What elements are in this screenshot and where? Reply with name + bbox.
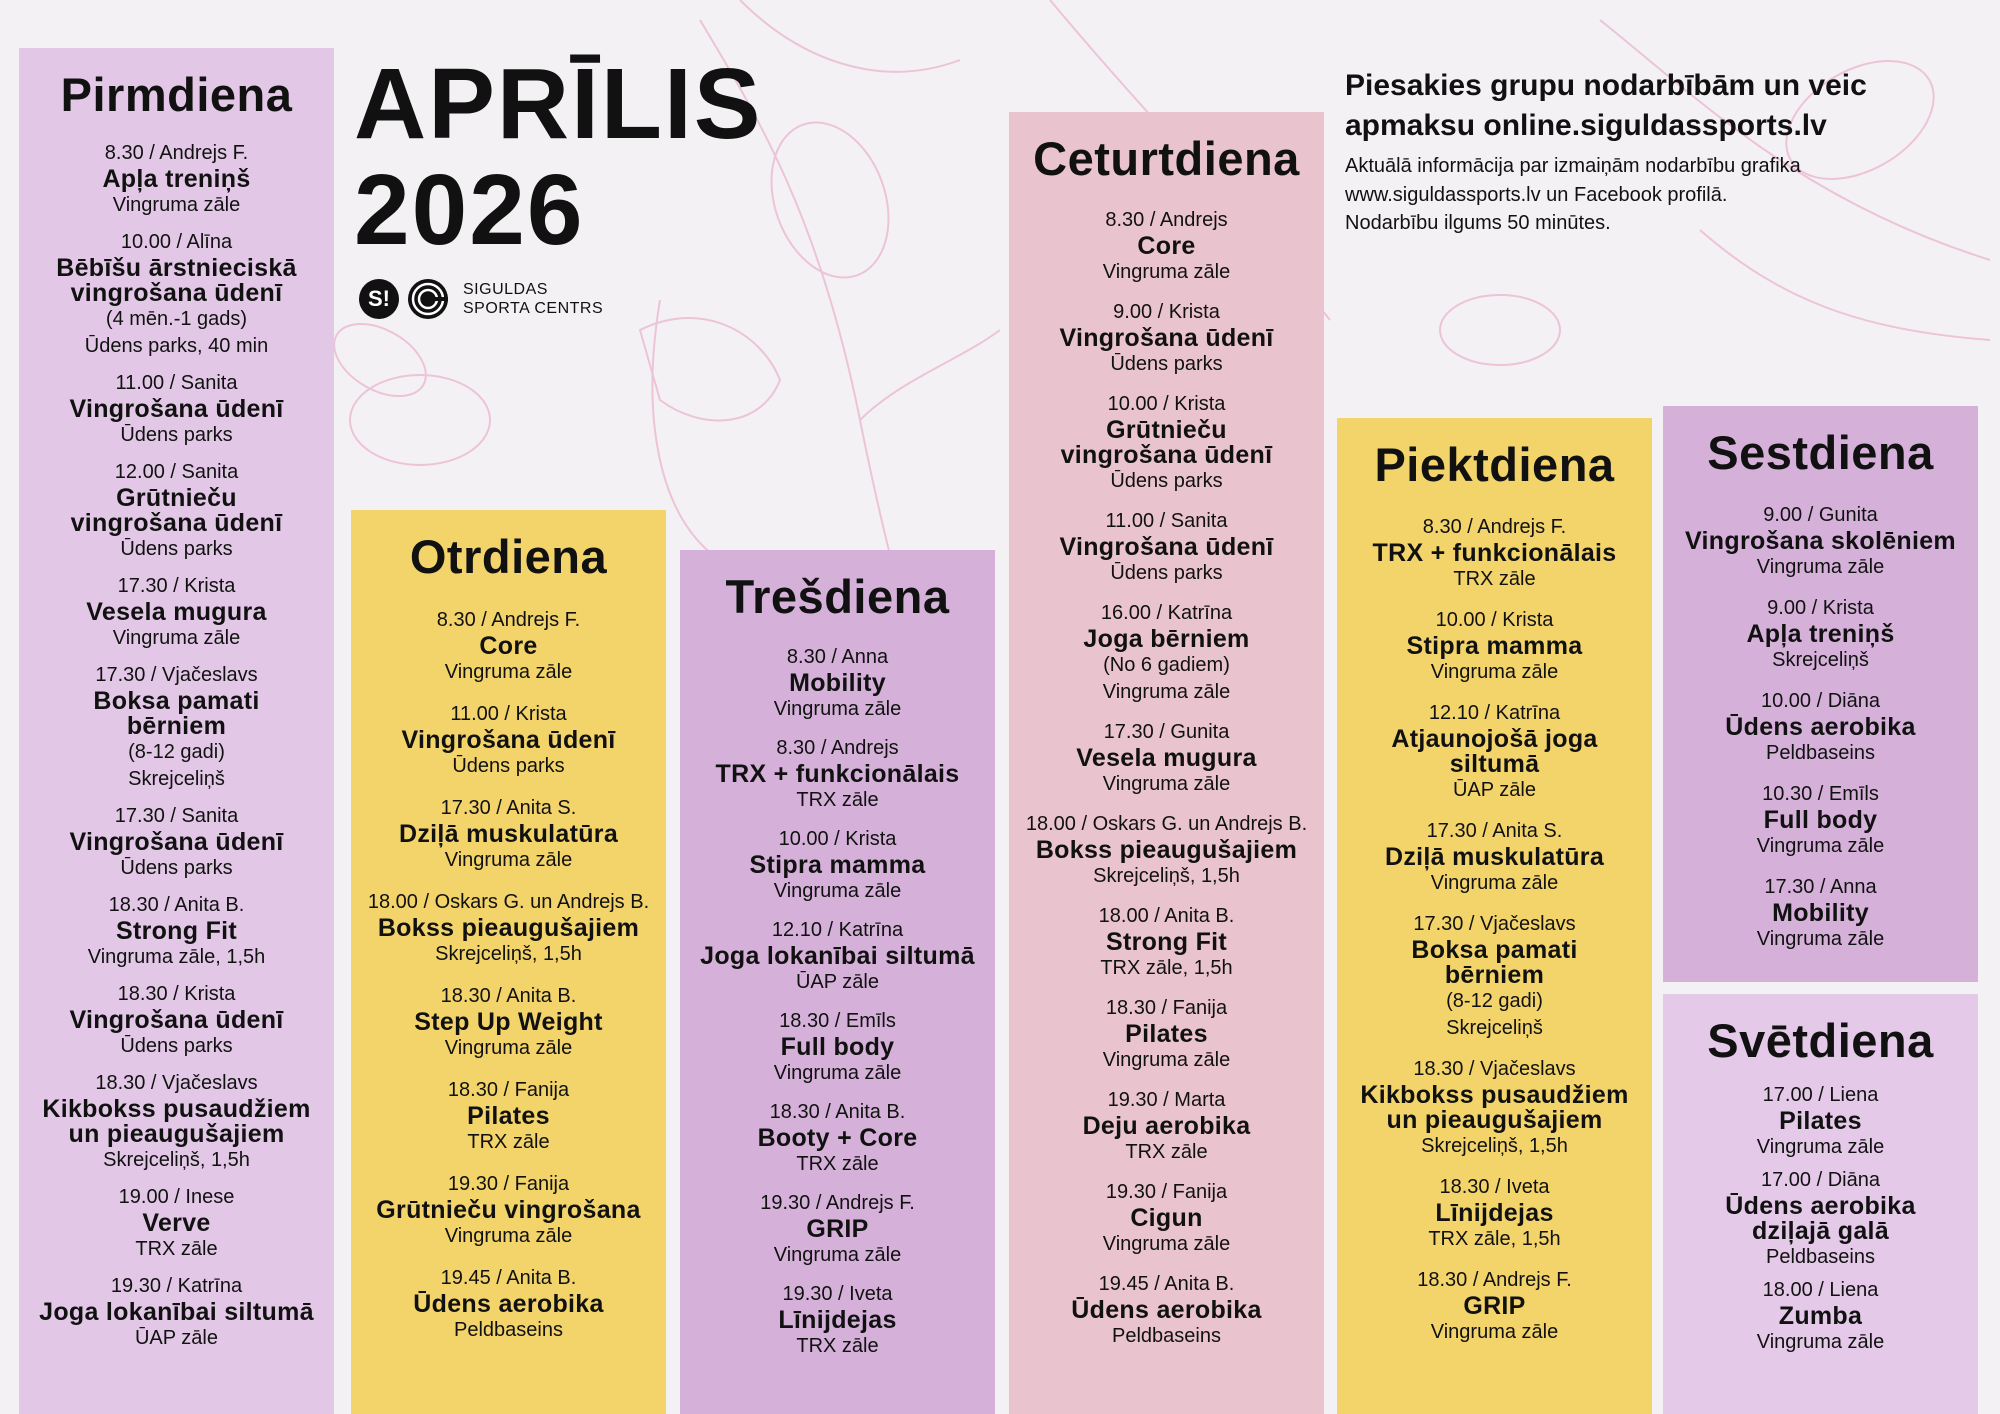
class-name: Pilates [1125, 1020, 1208, 1048]
class-time-instructor: 8.30 / Andrejs [776, 737, 899, 759]
class-detail: TRX zāle [1453, 568, 1536, 590]
class-time-instructor: 17.30 / Krista [117, 575, 236, 597]
class-entry [680, 1008, 995, 1087]
class-entry [1337, 1056, 1652, 1160]
class-name: Pilates [467, 1102, 550, 1130]
class-time-instructor: 8.30 / Andrejs [1105, 209, 1228, 231]
class-name: Vingrošana ūdenī [1059, 324, 1274, 352]
class-entry [19, 892, 334, 971]
class-name: Vingrošana ūdenī [69, 1006, 284, 1034]
class-time-instructor: 19.00 / Inese [118, 1186, 235, 1208]
class-entry [1663, 1167, 1978, 1271]
class-detail: Vingruma zāle, 1,5h [87, 946, 266, 968]
class-time-instructor: 11.00 / Krista [450, 703, 567, 725]
class-detail: Vingruma zāle [1756, 556, 1885, 578]
class-entry [351, 983, 666, 1062]
class-time-instructor: 17.00 / Liena [1762, 1084, 1879, 1106]
class-name: Vesela mugura [86, 598, 267, 626]
class-name: Dziļā muskulatūra [398, 820, 619, 848]
class-time-instructor: 18.30 / Fanija [1105, 997, 1228, 1019]
class-time-instructor: 17.30 / Anna [1764, 876, 1877, 898]
class-detail: TRX zāle, 1,5h [1100, 957, 1233, 979]
class-time-instructor: 12.00 / Sanita [114, 461, 239, 483]
class-detail: (4 mēn.-1 gads) [105, 308, 248, 330]
class-name: Atjaunojošā joga siltumā [1391, 725, 1598, 778]
class-time-instructor: 19.30 / Katrīna [110, 1275, 243, 1297]
class-entry [1009, 1087, 1324, 1166]
class-time-instructor: 19.45 / Anita B. [440, 1267, 577, 1289]
class-time-instructor: 10.00 / Diāna [1761, 690, 1880, 712]
class-entry [1009, 299, 1324, 378]
class-detail: TRX zāle [796, 1335, 879, 1357]
info-heading: Piesakies grupu nodarbībām un veic apmaksu online.siguldassports.lv [1345, 69, 1867, 142]
info-block [1345, 66, 1985, 238]
class-entry [19, 140, 334, 219]
class-name: Deju aerobika [1082, 1112, 1251, 1140]
class-name: Core [479, 632, 538, 660]
class-name: Boksa pamati bērniem [93, 687, 260, 740]
class-time-instructor: 8.30 / Anna [786, 646, 889, 668]
day-panel-monday [19, 48, 334, 1414]
class-time-instructor: 19.30 / Andrejs F. [760, 1192, 915, 1214]
class-detail: Vingruma zāle [112, 627, 241, 649]
class-name: Full body [780, 1033, 895, 1061]
class-name: Kikbokss pusaudžiem un pieaugušajiem [1360, 1081, 1629, 1134]
class-name: Step Up Weight [414, 1008, 603, 1036]
class-time-instructor: 17.30 / Anita S. [1426, 820, 1563, 842]
class-time-instructor: 19.45 / Anita B. [1098, 1273, 1235, 1295]
class-detail: Vingruma zāle [1430, 872, 1559, 894]
class-detail: Vingruma zāle [1102, 773, 1231, 795]
class-detail: ŪAP zāle [1452, 779, 1536, 801]
class-time-instructor: 8.30 / Andrejs F. [436, 609, 581, 631]
class-entry [680, 1099, 995, 1178]
class-entry [19, 1184, 334, 1263]
class-entry [1337, 911, 1652, 1042]
class-name: Vingrošana ūdenī [401, 726, 616, 754]
day-title: Trešdiena [725, 570, 950, 623]
class-time-instructor: 18.30 / Anita B. [440, 985, 577, 1007]
class-name: Ūdens aerobika [1725, 713, 1916, 741]
class-entry [680, 644, 995, 723]
class-time-instructor: 17.30 / Vjačeslavs [95, 664, 258, 686]
class-detail: Ūdens parks [1110, 562, 1223, 584]
class-detail: Vingruma zāle [444, 849, 573, 871]
class-entry [19, 803, 334, 882]
class-detail: Vingruma zāle [444, 1225, 573, 1247]
class-entry [1009, 903, 1324, 982]
class-entry [351, 889, 666, 968]
class-detail: Peldbaseins [1766, 1246, 1875, 1268]
class-detail: TRX zāle [1125, 1141, 1208, 1163]
day-title: Sestdiena [1707, 426, 1934, 479]
class-name: Zumba [1778, 1302, 1863, 1330]
class-name: Booty + Core [757, 1124, 918, 1152]
class-name: Strong Fit [1105, 928, 1228, 956]
class-time-instructor: 18.30 / Fanija [447, 1079, 570, 1101]
class-detail: Ūdens parks [120, 424, 233, 446]
class-name: Līnijdejas [778, 1306, 897, 1334]
class-name: Mobility [789, 669, 886, 697]
class-entry [351, 795, 666, 874]
day-title: Pirmdiena [60, 68, 293, 121]
logo-name: SIGULDAS SPORTA CENTRS [463, 281, 604, 317]
class-detail: Vingruma zāle [444, 661, 573, 683]
class-detail: Vingruma zāle [1102, 1049, 1231, 1071]
class-time-instructor: 18.00 / Anita B. [1098, 905, 1235, 927]
class-detail: TRX zāle, 1,5h [1428, 1228, 1561, 1250]
class-entry [351, 1077, 666, 1156]
class-entry [1663, 781, 1978, 860]
class-entry [1663, 595, 1978, 674]
class-entry [19, 1273, 334, 1352]
class-entry [19, 981, 334, 1060]
class-detail: Peldbaseins [1112, 1325, 1221, 1347]
class-name: Līnijdejas [1435, 1199, 1554, 1227]
class-time-instructor: 18.00 / Liena [1762, 1279, 1879, 1301]
class-name: Stipra mamma [749, 851, 926, 879]
class-name: Bēbīšu ārstnieciskā vingrošana ūdenī [56, 254, 297, 307]
class-entry [19, 370, 334, 449]
class-name: Bokss pieaugušajiem [1035, 836, 1298, 864]
class-time-instructor: 17.00 / Diāna [1761, 1169, 1880, 1191]
class-entry [1663, 1082, 1978, 1161]
class-time-instructor: 12.10 / Katrīna [1428, 702, 1561, 724]
class-detail: Ūdens parks [120, 1035, 233, 1057]
class-time-instructor: 10.00 / Krista [1107, 393, 1226, 415]
year-title: 2026 [354, 154, 585, 266]
class-detail: Vingruma zāle [1756, 1331, 1885, 1353]
class-name: Strong Fit [115, 917, 238, 945]
class-entry [1009, 508, 1324, 587]
class-time-instructor: 17.30 / Sanita [114, 805, 239, 827]
class-detail: Skrejceliņš, 1,5h [103, 1149, 250, 1171]
class-time-instructor: 9.00 / Gunita [1763, 504, 1878, 526]
month-title: APRĪLIS [354, 48, 763, 160]
class-detail: Ūdens parks, 40 min [84, 335, 269, 357]
class-entry [680, 735, 995, 814]
class-entry [1009, 391, 1324, 495]
class-detail: Vingruma zāle [1430, 1321, 1559, 1343]
class-time-instructor: 18.00 / Oskars G. un Andrejs B. [367, 891, 650, 913]
class-name: Boksa pamati bērniem [1411, 936, 1578, 989]
class-detail: Vingruma zāle [773, 1244, 902, 1266]
class-detail: Vingruma zāle [1756, 928, 1885, 950]
class-time-instructor: 18.30 / Anita B. [108, 894, 245, 916]
class-name: Vingrošana ūdenī [69, 828, 284, 856]
class-entry [1009, 995, 1324, 1074]
class-detail: Ūdens parks [452, 755, 565, 777]
class-entry [680, 1190, 995, 1269]
class-name: Pilates [1779, 1107, 1862, 1135]
class-time-instructor: 17.30 / Anita S. [440, 797, 577, 819]
day-title: Otrdiena [409, 530, 608, 583]
class-time-instructor: 11.00 / Sanita [1105, 510, 1228, 532]
class-entry [1009, 719, 1324, 798]
class-entry [1009, 1271, 1324, 1350]
class-time-instructor: 10.00 / Krista [1435, 609, 1554, 631]
class-detail: Vingruma zāle [773, 880, 902, 902]
class-time-instructor: 18.30 / Vjačeslavs [95, 1072, 258, 1094]
class-time-instructor: 17.30 / Vjačeslavs [1413, 913, 1576, 935]
class-entry [1663, 874, 1978, 953]
class-entry [351, 607, 666, 686]
class-time-instructor: 19.30 / Iveta [782, 1283, 893, 1305]
class-detail: Vingruma zāle [1756, 1136, 1885, 1158]
class-entry [351, 1265, 666, 1344]
class-time-instructor: 17.30 / Gunita [1103, 721, 1230, 743]
class-detail: Vingruma zāle [773, 698, 902, 720]
class-entry [1337, 1267, 1652, 1346]
class-entry [1337, 1174, 1652, 1253]
class-name: Grūtnieču vingrošana ūdenī [1060, 416, 1273, 469]
class-detail: (No 6 gadiem) [1103, 654, 1230, 676]
class-entry [1009, 1179, 1324, 1258]
class-detail: Vingruma zāle [1756, 835, 1885, 857]
day-title: Piektdiena [1374, 438, 1615, 491]
class-detail: Ūdens parks [1110, 353, 1223, 375]
class-entry [680, 917, 995, 996]
class-entry [1337, 514, 1652, 593]
class-time-instructor: 18.30 / Iveta [1439, 1176, 1550, 1198]
class-entry [1663, 688, 1978, 767]
class-detail: (8-12 gadi) [1446, 990, 1543, 1012]
class-name: GRIP [806, 1215, 869, 1243]
class-entry [1663, 1277, 1978, 1356]
class-detail: Peldbaseins [1766, 742, 1875, 764]
class-detail: Vingruma zāle [1102, 261, 1231, 283]
class-entry [351, 701, 666, 780]
class-name: Core [1137, 232, 1196, 260]
day-panel-friday [1337, 418, 1652, 1414]
logo [359, 278, 603, 320]
class-name: Joga lokanībai siltumā [700, 942, 975, 970]
class-name: Grūtnieču vingrošana [376, 1196, 641, 1224]
class-detail: Vingruma zāle [112, 194, 241, 216]
class-detail: Skrejceliņš [128, 768, 225, 790]
class-detail: Vingruma zāle [1430, 661, 1559, 683]
class-name: Ūdens aerobika [413, 1290, 604, 1318]
class-time-instructor: 19.30 / Fanija [447, 1173, 570, 1195]
class-detail: Ūdens parks [1110, 470, 1223, 492]
class-entry [1337, 818, 1652, 897]
class-entry [680, 826, 995, 905]
class-name: Vingrošana ūdenī [69, 395, 284, 423]
class-name: Vesela mugura [1076, 744, 1257, 772]
class-entry [351, 1171, 666, 1250]
class-time-instructor: 18.30 / Vjačeslavs [1413, 1058, 1576, 1080]
class-time-instructor: 9.00 / Krista [1767, 597, 1874, 619]
class-time-instructor: 8.30 / Andrejs F. [1422, 516, 1567, 538]
class-name: Full body [1763, 806, 1878, 834]
class-name: GRIP [1463, 1292, 1526, 1320]
class-detail: ŪAP zāle [795, 971, 879, 993]
class-entry [1663, 502, 1978, 581]
class-detail: Vingruma zāle [1102, 681, 1231, 703]
class-name: Joga lokanībai siltumā [39, 1298, 314, 1326]
class-entry [1009, 207, 1324, 286]
class-detail: TRX zāle [135, 1238, 218, 1260]
class-detail: Vingruma zāle [1102, 1233, 1231, 1255]
class-entry [19, 573, 334, 652]
s-logo-icon: S! [359, 279, 399, 319]
class-name: Ūdens aerobika dziļajā galā [1725, 1192, 1916, 1245]
class-entry [1009, 811, 1324, 890]
class-name: Stipra mamma [1406, 632, 1583, 660]
class-time-instructor: 10.00 / Alīna [120, 231, 233, 253]
class-detail: ŪAP zāle [134, 1327, 218, 1349]
class-name: Bokss pieaugušajiem [377, 914, 640, 942]
class-name: Apļa treniņš [102, 165, 251, 193]
day-panel-tuesday [351, 510, 666, 1414]
class-detail: Peldbaseins [454, 1319, 563, 1341]
class-detail: Skrejceliņš, 1,5h [435, 943, 582, 965]
class-entry [1337, 700, 1652, 804]
class-entry [1009, 600, 1324, 706]
class-detail: TRX zāle [796, 1153, 879, 1175]
class-detail: TRX zāle [796, 789, 879, 811]
day-panel-wednesday [680, 550, 995, 1414]
class-detail: Vingruma zāle [444, 1037, 573, 1059]
class-time-instructor: 18.30 / Anita B. [769, 1101, 906, 1123]
class-detail: TRX zāle [467, 1131, 550, 1153]
class-detail: Skrejceliņš, 1,5h [1093, 865, 1240, 887]
class-time-instructor: 12.10 / Katrīna [771, 919, 904, 941]
class-name: Grūtnieču vingrošana ūdenī [70, 484, 283, 537]
class-time-instructor: 10.30 / Emīls [1762, 783, 1879, 805]
day-title: Svētdiena [1707, 1014, 1934, 1067]
day-title: Ceturtdiena [1033, 132, 1300, 185]
class-name: Apļa treniņš [1746, 620, 1895, 648]
class-name: Joga bērniem [1083, 625, 1250, 653]
info-text: Aktuālā informācija par izmaiņām nodarbību grafika www.siguldassports.lv un Facebook profilā. Nodarbību ilgums 50 minūtes. [1345, 155, 1801, 234]
class-entry [19, 1070, 334, 1174]
class-entry [19, 662, 334, 793]
class-time-instructor: 8.30 / Andrejs F. [104, 142, 249, 164]
class-time-instructor: 18.30 / Krista [117, 983, 236, 1005]
class-detail: Ūdens parks [120, 538, 233, 560]
class-time-instructor: 11.00 / Sanita [115, 372, 238, 394]
class-detail: Skrejceliņš [1446, 1017, 1543, 1039]
class-entry [680, 1281, 995, 1360]
class-name: TRX + funkcionālais [715, 760, 960, 788]
class-detail: (8-12 gadi) [128, 741, 225, 763]
class-name: Cigun [1130, 1204, 1203, 1232]
class-entry [1337, 607, 1652, 686]
class-detail: Vingruma zāle [773, 1062, 902, 1084]
class-name: Vingrošana ūdenī [1059, 533, 1274, 561]
class-name: Ūdens aerobika [1071, 1296, 1262, 1324]
class-detail: Ūdens parks [120, 857, 233, 879]
class-name: Dziļā muskulatūra [1384, 843, 1605, 871]
class-entry [19, 229, 334, 360]
day-panel-saturday [1663, 406, 1978, 982]
class-time-instructor: 18.30 / Emīls [779, 1010, 896, 1032]
class-time-instructor: 18.30 / Andrejs F. [1417, 1269, 1572, 1291]
class-time-instructor: 16.00 / Katrīna [1100, 602, 1233, 624]
class-time-instructor: 18.00 / Oskars G. un Andrejs B. [1025, 813, 1308, 835]
class-detail: Skrejceliņš, 1,5h [1421, 1135, 1568, 1157]
class-detail: Skrejceliņš [1772, 649, 1869, 671]
day-panel-thursday [1009, 112, 1324, 1414]
class-time-instructor: 9.00 / Krista [1113, 301, 1220, 323]
class-name: Verve [142, 1209, 211, 1237]
class-name: Kikbokss pusaudžiem un pieaugušajiem [42, 1095, 311, 1148]
class-name: TRX + funkcionālais [1372, 539, 1617, 567]
sports-center-logo-icon [407, 278, 449, 320]
class-name: Mobility [1772, 899, 1869, 927]
class-name: Vingrošana skolēniem [1685, 527, 1956, 555]
class-entry [19, 459, 334, 563]
class-time-instructor: 10.00 / Krista [778, 828, 897, 850]
class-time-instructor: 19.30 / Marta [1107, 1089, 1226, 1111]
day-panel-sunday [1663, 994, 1978, 1414]
class-time-instructor: 19.30 / Fanija [1105, 1181, 1228, 1203]
